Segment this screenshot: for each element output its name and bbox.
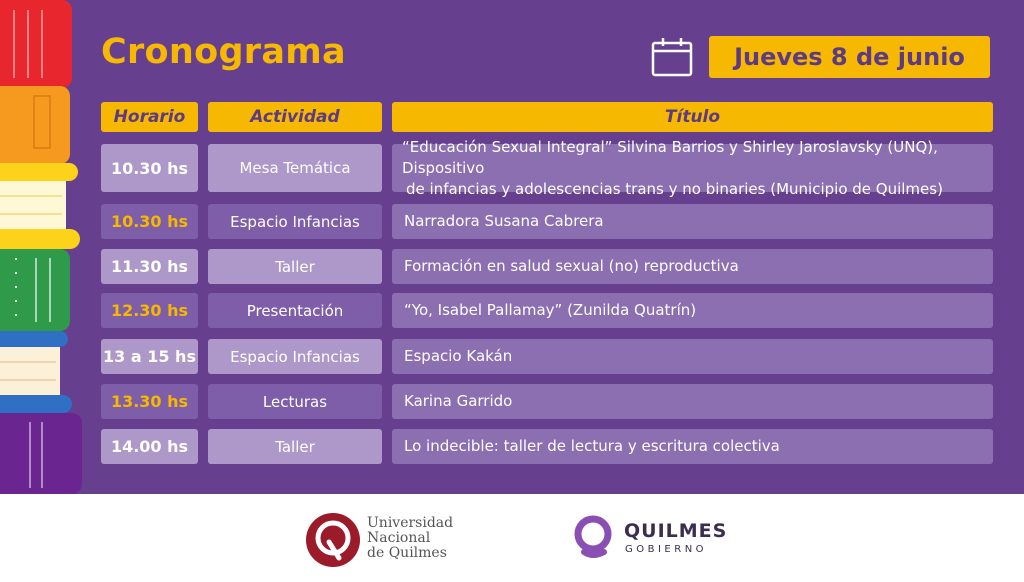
footer (0, 494, 1024, 582)
quilmes-logo-icon (572, 514, 616, 560)
unq-logo (305, 510, 475, 570)
quilmes-sub: GOBIERNO (625, 544, 708, 555)
page-title: Cronograma (101, 32, 346, 72)
row-title: Lo indecible: taller de lectura y escritura colectiva (392, 429, 993, 464)
row-title: Espacio Kakán (392, 339, 993, 374)
row-title: Formación en salud sexual (no) reproductiva (392, 249, 993, 284)
row-activity: Lecturas (208, 384, 382, 419)
row-activity: Espacio Infancias (208, 204, 382, 239)
unq-line2: Nacional (367, 530, 431, 546)
quilmes-gobierno-logo (572, 512, 732, 562)
row-title (392, 137, 993, 198)
column-header-actividad: Actividad (208, 102, 382, 132)
row-activity: Espacio Infancias (208, 339, 382, 374)
row-activity: Presentación (208, 293, 382, 328)
row-time: 10.30 hs (101, 144, 198, 192)
row-time: 11.30 hs (101, 249, 198, 284)
column-header-titulo: Título (392, 102, 993, 132)
row-time: 13.30 hs (101, 384, 198, 419)
date-badge: Jueves 8 de junio (709, 36, 990, 78)
row-title-line2: de infancias y adolescencias trans y no binaries (Municipio de Quilmes) (406, 179, 943, 198)
quilmes-name: QUILMES (624, 520, 728, 542)
row-activity: Taller (208, 429, 382, 464)
row-title: “Yo, Isabel Pallamay” (Zunilda Quatrín) (392, 293, 993, 328)
row-activity: Taller (208, 249, 382, 284)
row-title: Karina Garrido (392, 384, 993, 419)
row-title: Narradora Susana Cabrera (392, 204, 993, 239)
unq-line3: de Quilmes (367, 545, 447, 561)
unq-name (367, 516, 453, 561)
row-time: 13 a 15 hs (101, 339, 198, 374)
unq-logo-icon (305, 512, 361, 568)
unq-line1: Universidad (367, 515, 454, 531)
row-time: 12.30 hs (101, 293, 198, 328)
row-title-line1: “Educación Sexual Integral” Silvina Barrios y Shirley Jaroslavsky (UNQ), Dispositivo (402, 137, 938, 177)
row-time: 14.00 hs (101, 429, 198, 464)
calendar-icon (650, 36, 694, 78)
book-stack-illustration (0, 0, 86, 494)
row-time: 10.30 hs (101, 204, 198, 239)
row-activity: Mesa Temática (208, 144, 382, 192)
column-header-horario: Horario (101, 102, 198, 132)
